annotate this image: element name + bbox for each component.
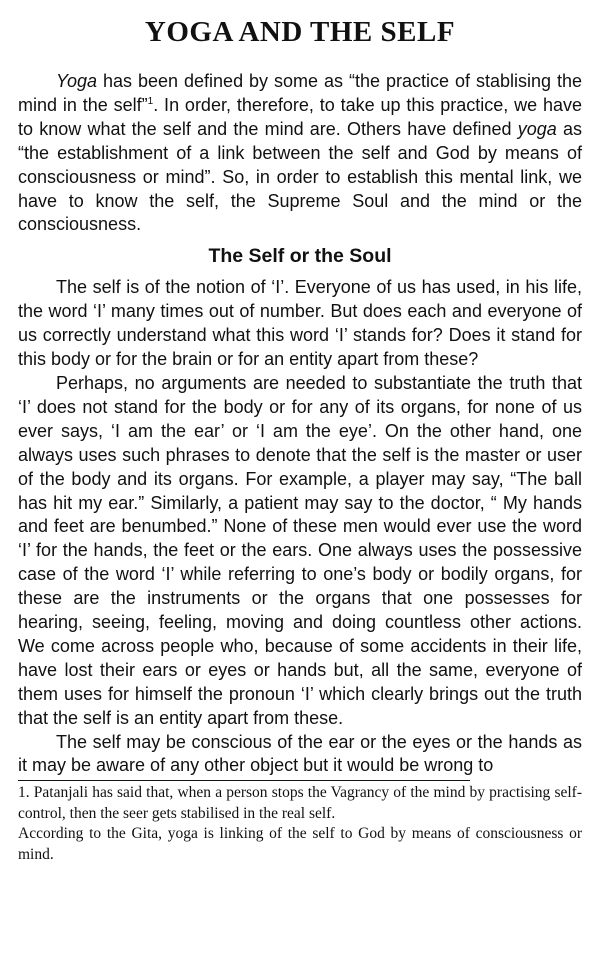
paragraph-self-conscious: The self may be conscious of the ear or the eyes or the hands as it may be aware of any other object but it would be wrong to — [18, 731, 582, 776]
intro-part-1: has been defined by some as “the practice of stablising the mind in the self” — [18, 71, 582, 115]
footnote-divider — [18, 780, 470, 781]
body-text — [18, 70, 582, 778]
intro-part-3: as “the establishment of a link between the self and God by means of consciousness or mind”. So, in order to establish this mental link, we have to know the self, the Supreme Soul and the mind or the consciousness. — [18, 118, 582, 235]
intro-part-2: . In order, therefore, to take up this practice, we have to know what the self and the mind are. Others have defined — [18, 94, 583, 139]
italic-yoga-2: yoga — [517, 118, 557, 139]
footnotes — [18, 783, 582, 865]
section-heading: The Self or the Soul — [208, 245, 392, 268]
chapter-title: YOGA AND THE SELF — [144, 16, 456, 48]
footnote-reference[interactable]: 1 — [147, 95, 154, 107]
italic-yoga: Yoga — [56, 71, 98, 91]
paragraph-self-notion: The self is of the notion of ‘I’. Everyone of us has used, in his life, the word ‘I’ many times out of number. But does each and everyone of us correctly understand what this word ‘I’ stands for? Does it stand for this body or for the brain or for an entity apart from these? — [18, 277, 582, 370]
footnote-1: 1. Patanjali has said that, when a person stops the Vagrancy of the mind by practising self-control, then the seer gets stabilised in the real self. — [18, 784, 582, 822]
paragraph-arguments: Perhaps, no arguments are needed to substantiate the truth that ‘I’ does not stand for the body or for any of its organs, for none of us ever says, ‘I am the ear’ or ‘I am the eye’. On the other hand, one always uses such phrases to denote that the self is the master or user of the body and its organs. For example, a player may say, “The ball has hit my ear.” Similarly, a patient may say to the doctor, “ My hands and feet are benumbed.” None of these men would ever use the word ‘I’ for the hands, the feet or the ears. One always uses the possessive case of the word ‘I’ while referring to one’s body or bodily organs, for these are the instruments or the organs that one possesses for hearing, seeing, feeling, moving and doing countless other actions. We come across people who, because of some accidents in their life, have lost their ears or eyes or hands but, all the same, everyone of them uses for himself the pronoun ‘I’ which clearly brings out the truth that the self is an entity apart from these. — [18, 372, 582, 728]
footnote-gita: According to the Gita, yoga is linking of the self to God by means of consciousness or mind. — [18, 825, 582, 863]
intro-paragraph — [18, 70, 582, 237]
